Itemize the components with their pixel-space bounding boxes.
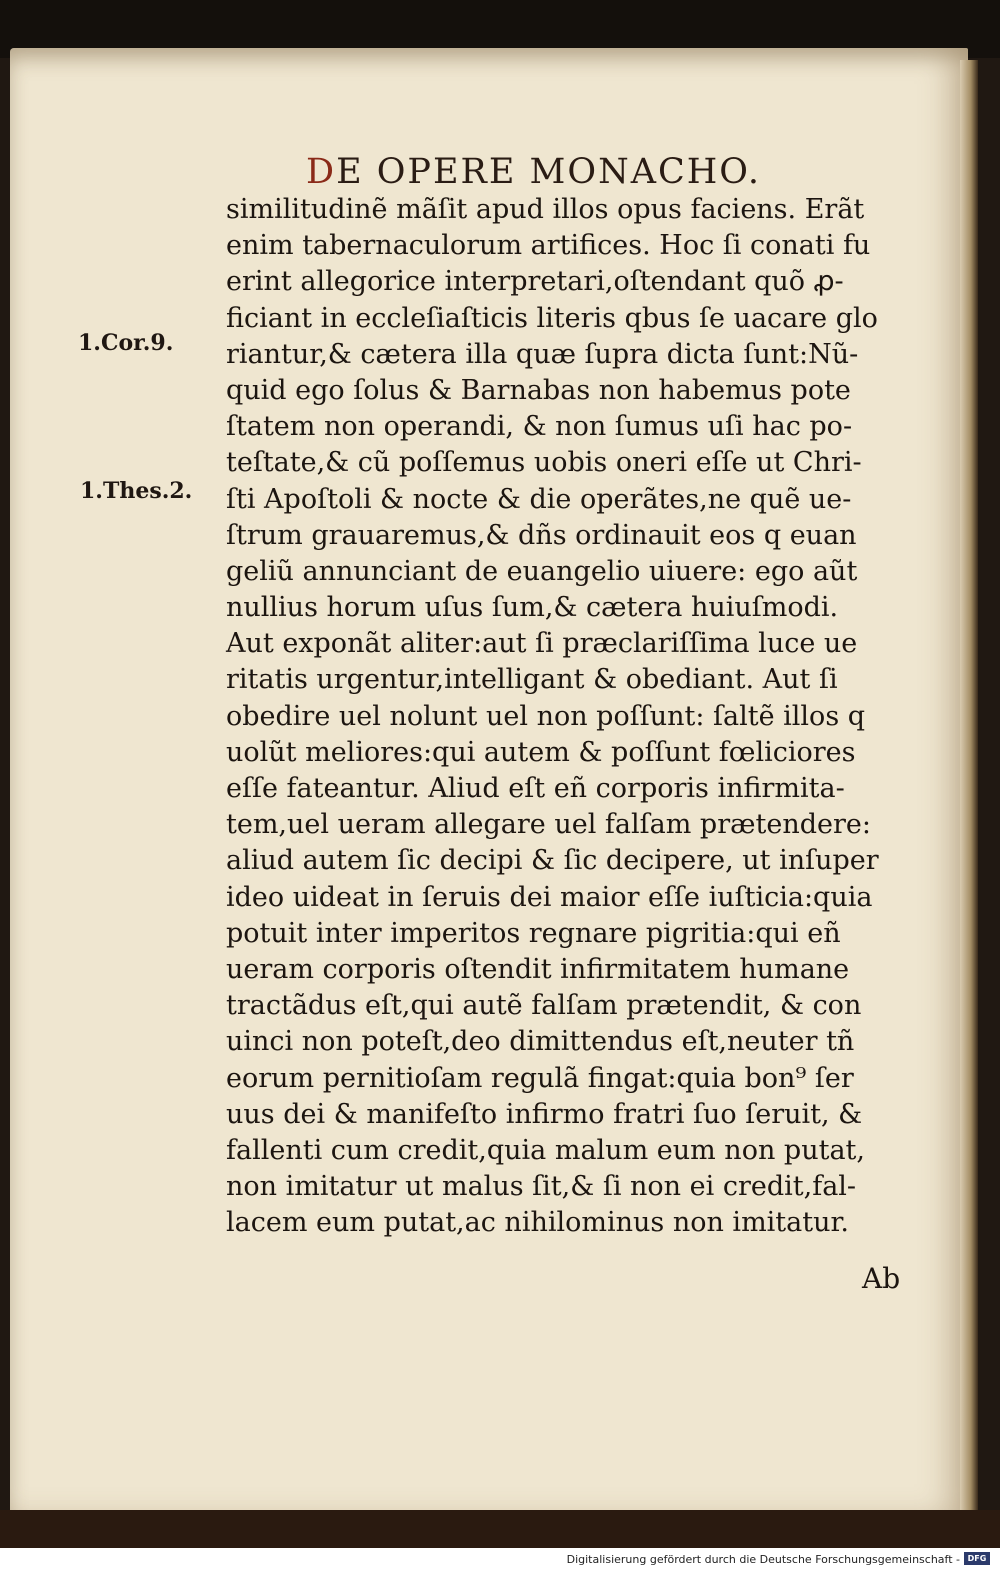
text-line: fallenti cum credit,quia malum eum non putat,: [226, 1134, 865, 1166]
text-line: ſtrum grauaremus,& dñs ordinauit eos q euan: [226, 519, 857, 551]
text-line: non imitatur ut malus ſit,& ſi non ei credit,fal-: [226, 1171, 857, 1203]
running-head-initial: D: [306, 152, 337, 192]
funding-credit: Digitalisierung gefördert durch die Deutsche Forschungsgemeinschaft -: [566, 1553, 960, 1566]
running-head-rest: E OPERE MONACHO.: [336, 152, 762, 192]
running-head: [306, 152, 761, 192]
text-line: uolũt meliores:qui autem & poſſunt fœliciores: [226, 736, 856, 768]
margin-note: 1.Cor.9.: [78, 330, 174, 356]
text-line: tem,uel ueram allegare uel falſam prætendere:: [226, 809, 871, 841]
text-line: tractãdus eſt,qui autẽ falſam prætendit, & con: [226, 990, 862, 1022]
text-line: ideo uideat in ſeruis dei maior eſſe iuſticia:quia: [226, 881, 873, 913]
page-edge-shadow: [960, 60, 978, 1520]
text-line: uinci non poteſt,deo dimittendus eſt,neuter tñ: [226, 1026, 855, 1058]
text-line: geliũ annunciant de euangelio uiuere: ego aũt: [226, 555, 858, 587]
text-line: ritatis urgentur,intelligant & obediant. Aut ſi: [226, 664, 838, 696]
text-line: erint allegorice interpretari,oſtendant quõ ꝓ-: [226, 266, 844, 298]
text-line: enim tabernaculorum artifices. Hoc ſi conati fu: [226, 230, 871, 262]
text-line: obedire uel nolunt uel non poſſunt: ſaltẽ illos q: [226, 700, 866, 732]
text-line: similitudinẽ mãſit apud illos opus faciens. Erãt: [226, 194, 865, 225]
text-line: eorum pernitioſam regulã fingat:quia bon⁹ ſer: [226, 1062, 854, 1094]
text-line: aliud autem ſic decipi & ſic decipere, ut inſuper: [226, 845, 879, 877]
text-line: lacem eum putat,ac nihilominus non imitatur.: [226, 1207, 850, 1239]
text-line: ſtatem non operandi, & non ſumus uſi hac po-: [226, 411, 853, 443]
text-line: quid ego ſolus & Barnabas non habemus pote: [226, 374, 851, 406]
text-line: nullius horum uſus ſum,& cætera huiuſmodi.: [226, 592, 839, 624]
text-line: riantur,& cætera illa quæ ſupra dicta ſunt:Nũ-: [226, 338, 859, 370]
text-line: ficiant in eccleſiaſticis literis qbus ſe uacare glo: [226, 302, 878, 334]
text-line: potuit inter imperitos regnare pigritia:qui eñ: [226, 917, 841, 949]
margin-note: 1.Thes.2.: [80, 478, 193, 504]
text-line: ueram corporis oſtendit infirmitatem humane: [226, 953, 850, 985]
text-line: uus dei & manifeſto infirmo fratri ſuo ſeruit, &: [226, 1098, 863, 1130]
text-line: eſſe fateantur. Aliud eſt eñ corporis infirmita-: [226, 773, 845, 804]
text-line: Aut exponãt aliter:aut ſi præclariſſima luce ue: [226, 628, 858, 660]
text-line: teſtate,& cũ poſſemus uobis oneri eſſe ut Chri-: [226, 447, 862, 479]
catchword: Ab: [862, 1262, 901, 1295]
dfg-logo: DFG: [964, 1552, 990, 1565]
body-text: [226, 192, 916, 1241]
text-line: ſti Apoſtoli & nocte & die operãtes,ne quẽ ue-: [226, 483, 852, 515]
